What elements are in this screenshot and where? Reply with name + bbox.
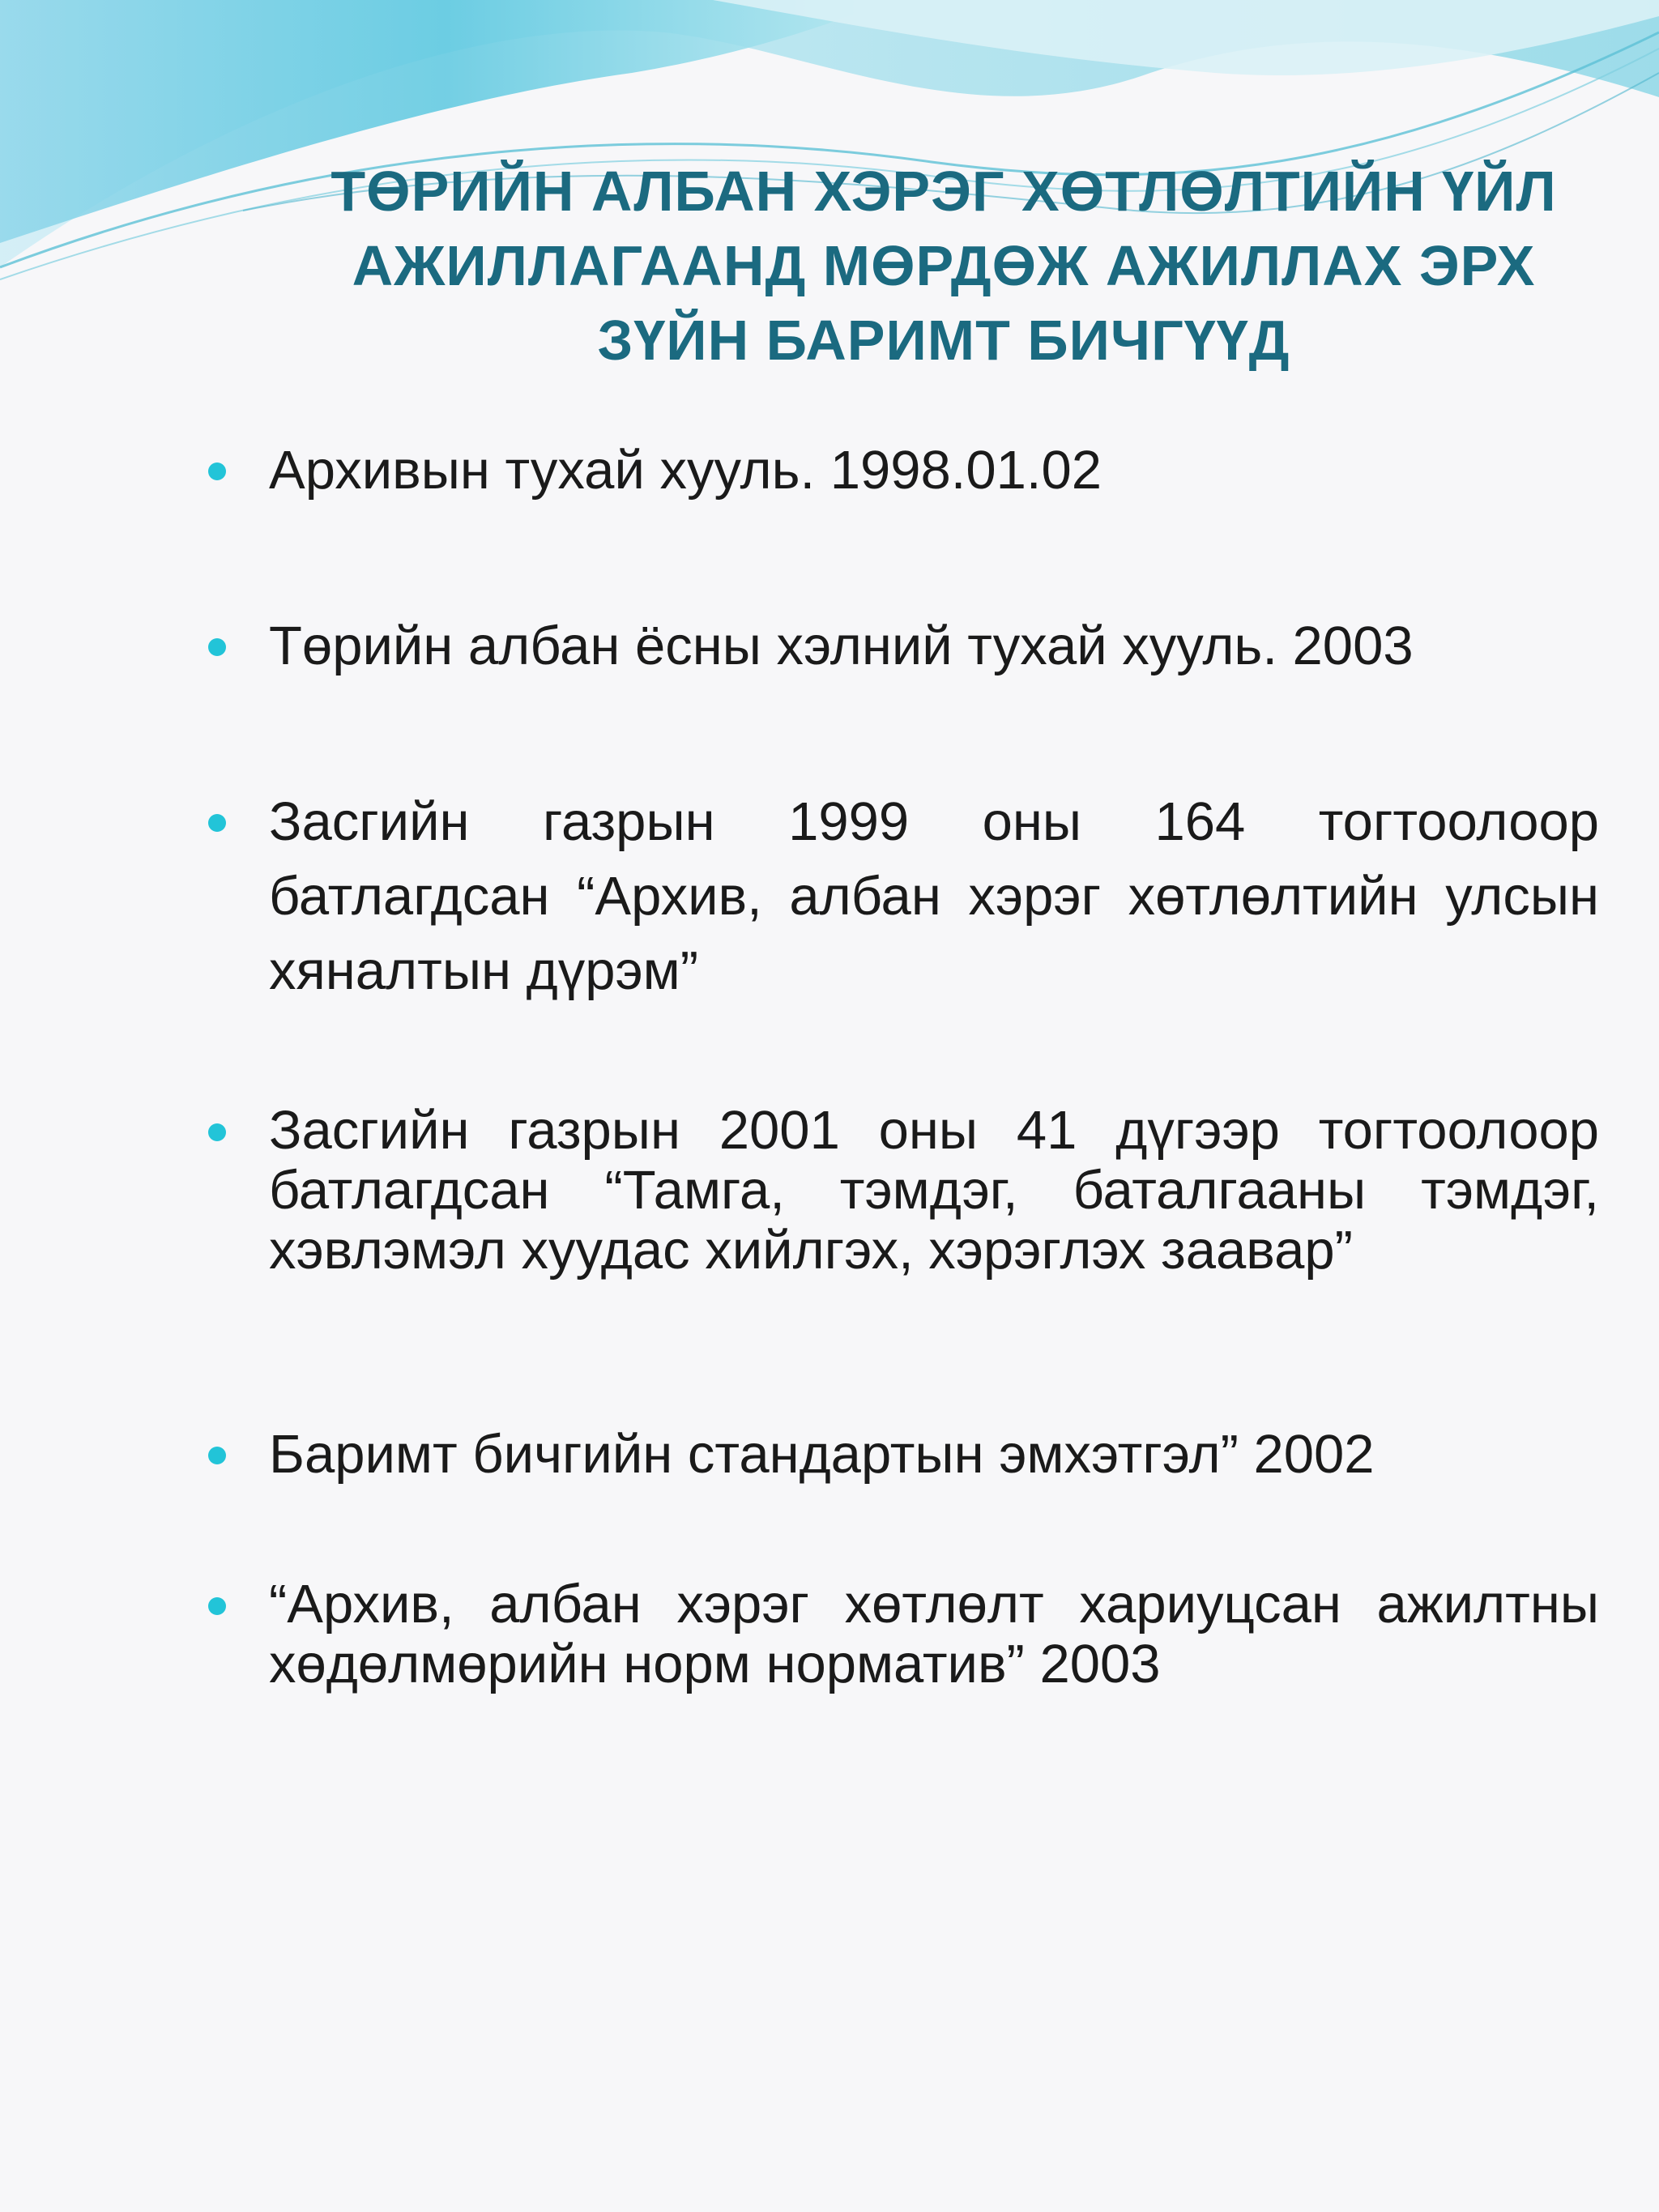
bullet-icon [208, 1597, 226, 1615]
bullet-icon [208, 638, 226, 656]
bullet-icon [208, 462, 226, 480]
list-item-text: Засгийн газрын 1999 оны 164 тогтоолоор батлагдсан “Архив, албан хэрэг хөтлөлтийн улсын хяналтын дүрэм” [269, 791, 1599, 1001]
slide-title [267, 154, 1620, 377]
title-line-1: ТӨРИЙН АЛБАН ХЭРЭГ ХӨТЛӨЛТИЙН ҮЙЛ [331, 160, 1557, 223]
list-item-text: Архивын тухай хууль. 1998.01.02 [269, 440, 1102, 501]
list-item-text: “Архив, албан хэрэг хөтлөлт хариуцсан ажилтны хөдөлмөрийн норм норматив” 2003 [269, 1574, 1599, 1694]
list-item-text: Төрийн албан ёсны хэлний тухай хууль. 2003 [269, 616, 1414, 676]
bullet-icon [208, 1123, 226, 1141]
list-item-text: Баримт бичгийн стандартын эмхэтгэл” 2002 [269, 1424, 1375, 1485]
bullet-icon [208, 1447, 226, 1464]
bullet-icon [208, 814, 226, 832]
title-line-3: ЗҮЙН БАРИМТ БИЧГҮҮД [597, 309, 1290, 372]
list-item-text: Засгийн газрын 2001 оны 41 дүгээр тогтоолоор батлагдсан “Тамга, тэмдэг, баталгааны тэмдэг, хэвлэмэл хуудас хийлгэх, хэрэглэх заавар” [269, 1100, 1599, 1281]
title-line-2: АЖИЛЛАГААНД МӨРДӨЖ АЖИЛЛАХ ЭРХ [352, 234, 1536, 297]
